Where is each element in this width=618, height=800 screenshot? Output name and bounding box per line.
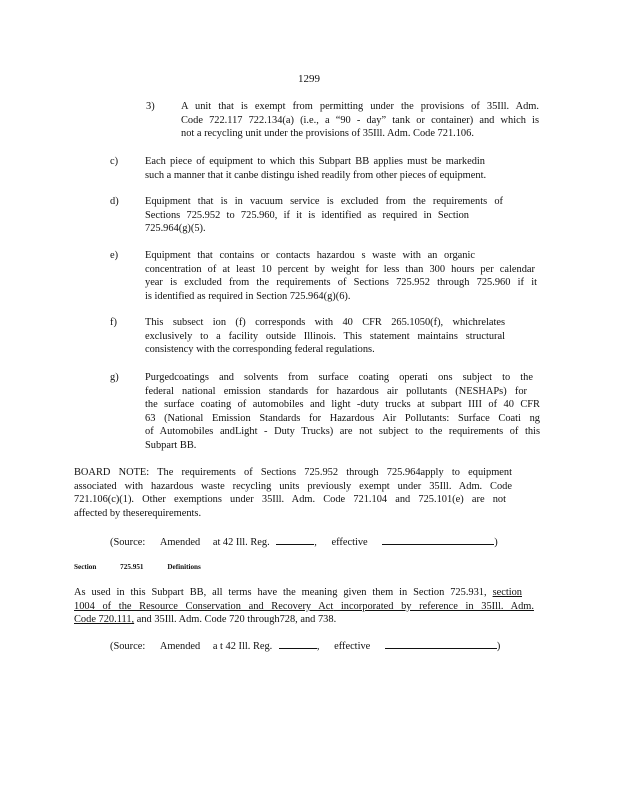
page-number: 1299 [298,73,320,85]
item-label: d) [110,196,119,207]
reg-blank [279,638,317,649]
inserted-text: Code 720.111, [74,614,135,626]
list-item-f [110,316,510,360]
text-line: 63 (National Emission Standards for Hazardous Air Pollutants: Surface Coati ng [145,412,540,424]
section-number: 725.951 [120,563,144,571]
text-line: the surface coating of automobiles and light -duty trucks at subpart IIII of 40 CFR [145,399,540,411]
text-line: not a recycling unit under the provisions of 35Ill. Adm. Code 721.106. [181,128,474,140]
text-line: such a manner that it canbe distingu ished readily from other pieces of equipment. [145,169,487,181]
text-line: 721.106(c)(1). Other exemptions under 35Ill. Adm. Code 721.104 and 725.101(e) are not [74,494,506,506]
reg-blank [276,534,314,545]
source-effective: effective [334,641,371,652]
list-item-d [110,195,510,239]
item-text [181,100,539,141]
item-label: g) [110,372,119,383]
item-text [145,155,529,182]
source-close: ) [496,641,501,652]
effective-blank [385,638,497,649]
text-line: Purgedcoatings and solvents from surface coating operati ons subject to the [145,372,533,383]
inserted-text: incorporated by reference in 35Ill. Adm. [333,600,534,612]
list-item-e [110,249,540,307]
text-line: Each piece of equipment to which this Subpart BB applies must be markedin [145,156,485,167]
text-line: federal national emission standards for hazardous air pollutants (NESHAPs) for [145,385,527,397]
text-line: associated with hazardous waste recycling units previously exempt under 35Ill. Adm. Code [74,480,512,492]
text-line: Subpart BB. [145,439,197,451]
text-line: of Automobiles andLight - Duty Trucks) are not subject to the requirements of this [145,426,540,438]
item-label: f) [110,317,117,328]
text-line: BOARD NOTE: The requirements of Sections 725.952 through 725.964apply to equipment [74,467,512,478]
text-line: This subsect ion (f) corresponds with 40 CFR 265.1050(f), whichrelates [145,317,505,328]
source-amended: Amended [159,641,201,652]
text-line [74,613,534,627]
definitions-paragraph [74,586,534,627]
text-line [74,586,522,600]
list-item-c [110,155,530,185]
text-line: affected by theserequirements. [74,507,202,519]
board-note [74,466,512,520]
source-comma: , [314,537,317,548]
text-line [74,600,534,614]
section-word: Section [74,563,97,571]
item-text [145,371,540,453]
source-comma: , [316,641,320,652]
source-reg: a t 42 Ill. Reg. [212,641,273,652]
text-line: 725.964(g)(5). [145,223,206,235]
source-effective: effective [331,537,368,548]
item-text [145,316,505,357]
item-text [145,195,505,236]
text-line: year is excluded from the requirements of Sections 725.952 through 725.960 if it [145,277,537,289]
source-open: (Source: [110,641,146,652]
source-note [110,534,498,550]
item-label: e) [110,250,119,261]
text-line: Sections 725.952 to 725.960, if it is identified as required in Section [145,209,469,221]
source-close: ) [494,537,498,548]
text-line: Equipment that contains or contacts hazardou s waste with an organic [145,250,475,261]
section-heading [74,561,223,575]
source-reg: at 42 Ill. Reg. [212,537,270,548]
section-title: Definitions [167,563,201,571]
definitions-text: and 35Ill. Adm. Code 720 through728, and 738. [134,614,337,626]
list-item-3 [146,100,540,144]
text-line: A unit that is exempt from permitting under the provisions of 35Ill. Adm. [181,101,539,112]
inserted-text: 1004 of the Resource Conservation and Recovery Act [74,600,334,612]
effective-blank [382,534,494,545]
item-label: 3) [146,101,155,112]
inserted-text: section [492,587,522,598]
item-label: c) [110,156,119,167]
definitions-text: As used in this Subpart BB, all terms have the meaning given them in Section 725.931, [74,587,487,598]
text-line: exclusively to a facility outside Illinois. This statement maintains structural [145,330,505,342]
source-note [110,638,500,654]
source-open: (Source: [110,537,146,548]
text-line: concentration of at least 10 percent by weight for less than 300 hours per calendar [145,263,535,275]
text-line: Equipment that is in vacuum service is excluded from the requirements of [145,196,503,207]
item-text [145,249,539,303]
list-item-g [110,371,542,455]
source-amended: Amended [159,537,201,548]
text-line: Code 722.117 722.134(a) (i.e., a “90 - day” tank or container) and which is [181,114,539,126]
text-line: consistency with the corresponding federal regulations. [145,344,375,356]
text-line: is identified as required in Section 725.964(g)(6). [145,290,351,302]
